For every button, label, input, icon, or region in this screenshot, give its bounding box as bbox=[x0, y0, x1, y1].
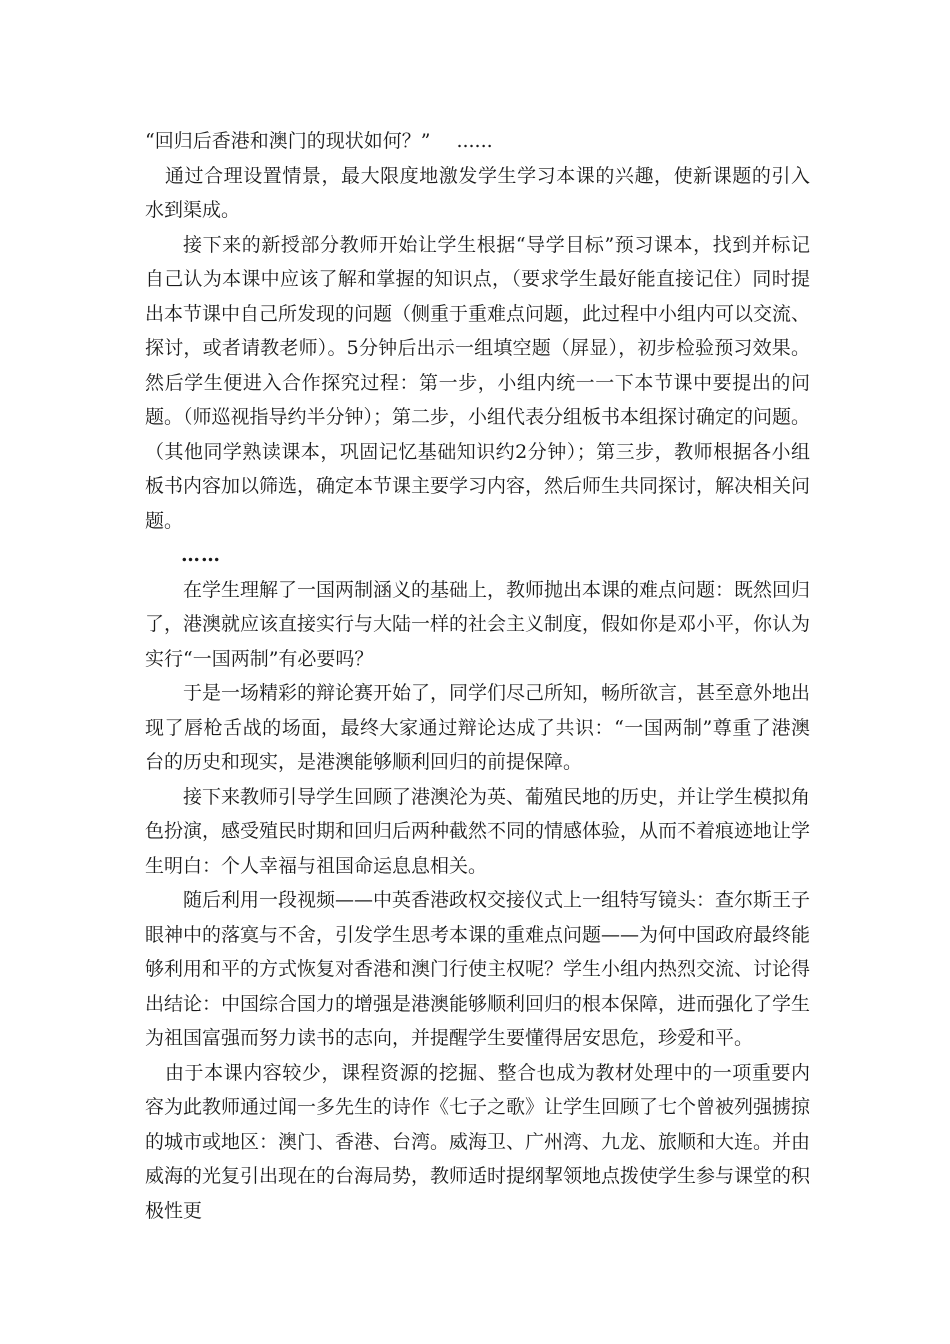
paragraph-resources: 由于本课内容较少，课程资源的挖掘、整合也成为教材处理中的一项重要内容为此教师通过闻一多先生的诗作《七子之歌》让学生回顾了七个曾被列强掳掠的城市或地区：澳门、香港、台湾。威海卫、广州湾、九龙、旅顺和大连。并由威海的光复引出现在的台海局势，教师适时提纲挈领地点拨使学生参与课堂的积极性更 bbox=[145, 1061, 811, 1222]
paragraph-difficult-question: 在学生理解了一国两制涵义的基础上，教师抛出本课的难点问题：既然回归了，港澳就应该直接实行与大陆一样的社会主义制度，假如你是邓小平，你认为实行“一国两制”有必要吗？ bbox=[145, 578, 811, 670]
intro-ellipsis: ...... bbox=[456, 130, 493, 152]
paragraph-ellipsis: …… bbox=[181, 544, 221, 566]
paragraph-situation: 通过合理设置情景，最大限度地激发学生学习本课的兴趣，使新课题的引入水到渠成。 bbox=[145, 164, 810, 221]
paragraph-debate: 于是一场精彩的辩论赛开始了，同学们尽己所知，畅所欲言，甚至意外地出现了唇枪舌战的场面，最终大家通过辩论达成了共识：“一国两制”尊重了港澳台的历史和现实，是港澳能够顺利回归的前提保障。 bbox=[145, 682, 811, 773]
intro-question-line bbox=[145, 124, 810, 159]
paragraph-role-play: 接下来教师引导学生回顾了港澳沦为英、葡殖民地的历史，并让学生模拟角色扮演，感受殖民时期和回归后两种截然不同的情感体验，从而不着痕迹地让学生明白：个人幸福与祖国命运息息相关。 bbox=[145, 785, 811, 877]
paragraph-new-lesson: 接下来的新授部分教师开始让学生根据“导学目标”预习课本，找到并标记自己认为本课中应该了解和掌握的知识点，（要求学生最好能直接记住）同时提出本节课中自己所发现的问题（侧重于重难点问题，此过程中小组内可以交流、探讨，或者请教老师）。5分钟后出示一组填空题（屏显），初步检验预习效果。然后学生便进入合作探究过程：第一步，小组内统一一下本节课中要提出的问题。（师巡视指导约半分钟）；第二步，小组代表分组板书本组探讨确定的问题。（其他同学熟读课本，巩固记忆基础知识约2分钟）；第三步，教师根据各小组板书内容加以筛选，确定本节课主要学习内容，然后师生共同探讨，解决相关问题。 bbox=[145, 233, 811, 532]
intro-question: “回归后香港和澳门的现状如何？” bbox=[145, 130, 431, 152]
paragraph-video: 随后利用一段视频——中英香港政权交接仪式上一组特写镜头：查尔斯王子眼神中的落寞与不舍，引发学生思考本课的重难点问题——为何中国政府最终能够利用和平的方式恢复对香港和澳门行使主权呢？学生小组内热烈交流、讨论得出结论：中国综合国力的增强是港澳能够顺利回归的根本保障，进而强化了学生为祖国富强而努力读书的志向，并提醒学生要懂得居安思危，珍爱和平。 bbox=[145, 889, 811, 1049]
document-body bbox=[145, 124, 810, 1228]
